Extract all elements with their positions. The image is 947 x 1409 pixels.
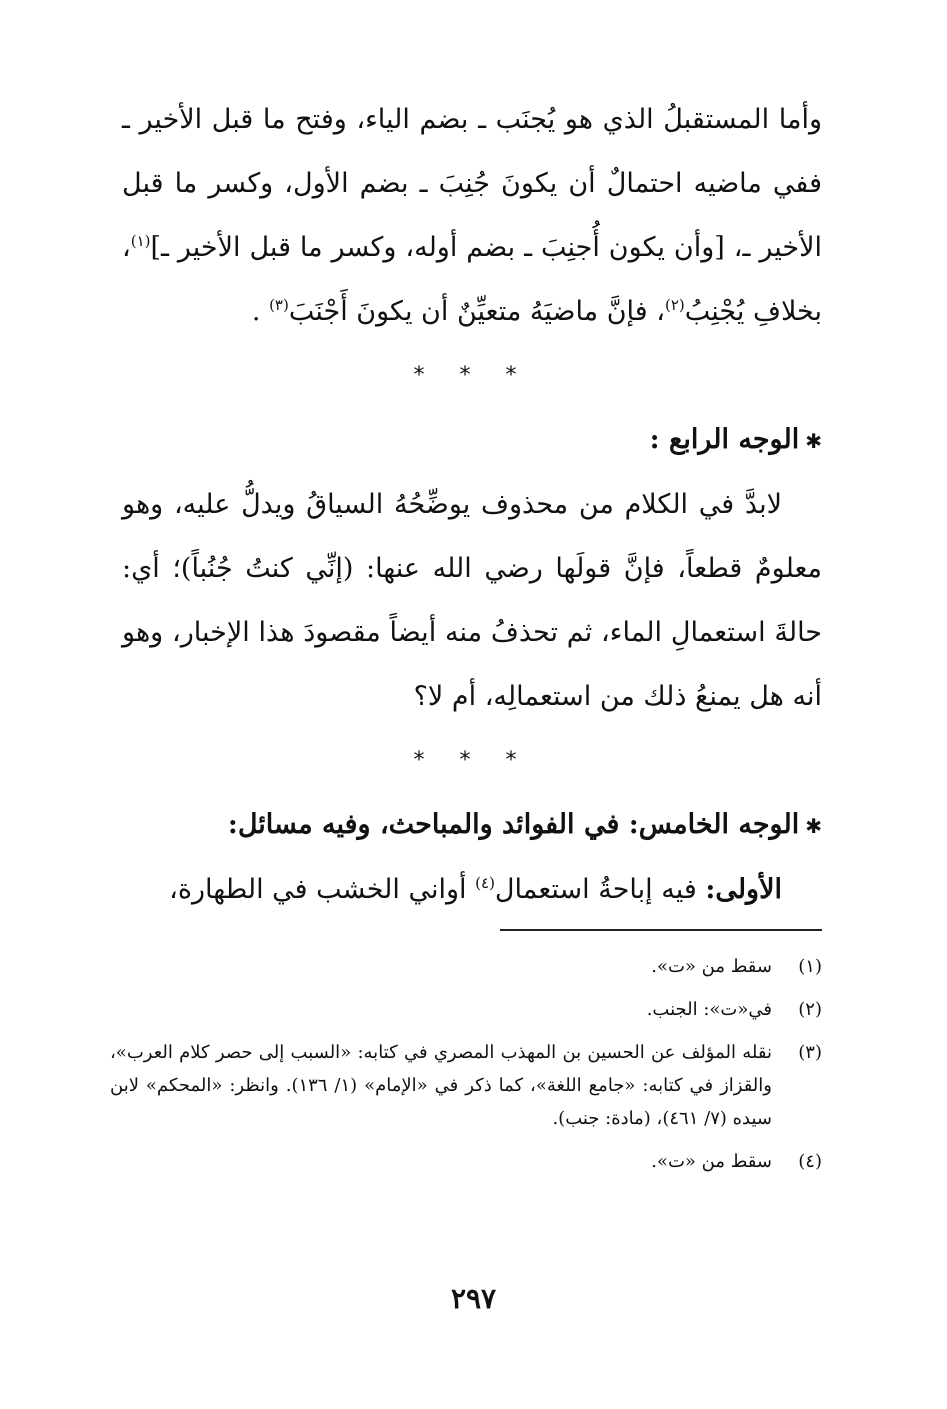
paragraph-3 <box>122 858 822 922</box>
footnote-ref-2: (٢) <box>664 296 685 314</box>
footnote-number: (٢) <box>798 999 822 1020</box>
footnote-text: في«ت»: الجنب. <box>646 999 772 1020</box>
section-divider-1: * * * <box>413 363 531 388</box>
footnote-separator <box>500 929 822 931</box>
heading-fifth-aspect <box>122 793 822 858</box>
paragraph-3-label: الأولى: <box>705 874 782 905</box>
footnote-number: (٣) <box>798 1042 822 1063</box>
footnote-ref-4: (٤) <box>475 874 495 892</box>
footnotes <box>110 950 822 1188</box>
section-divider-2: * * * <box>413 748 531 773</box>
footnote-text: سقط من «ت». <box>651 1151 772 1172</box>
paragraph-2: لابدَّ في الكلام من محذوف يوضِّحُهُ السياقُ ويدلُّ عليه، وهو معلومٌ قطعاً، فإنَّ قولَها رضي الله عنها: (إنِّي كنتُ جُنُباً)؛ أي: حالةَ استعمالِ الماء، ثم تحذفُ منه أيضاً مقصودَ هذا الإخبار، وهو أنه هل يمنعُ ذلك من استعمالِه، أم لا؟ <box>122 489 822 712</box>
paragraph-1-text-c: ، فإنَّ ماضيَهُ متعيِّنٌ أن يكونَ أَجْنَبَ <box>288 296 665 327</box>
heading-star-icon: ✱ <box>805 814 822 838</box>
footnote-ref-1: (١) <box>130 232 151 250</box>
footnote-item <box>110 1036 822 1135</box>
heading-fourth-aspect-text: الوجه الرابع : <box>649 424 800 455</box>
paragraph-1-text-d: . <box>251 296 261 327</box>
footnote-item <box>110 1145 822 1178</box>
footnote-item <box>110 993 822 1026</box>
heading-star-icon: ✱ <box>805 429 822 453</box>
heading-fourth-aspect <box>122 408 822 473</box>
page-number: ٢٩٧ <box>450 1282 497 1315</box>
paragraph-1-text-b: ، بخلافِ يُجْنِبُ <box>122 232 822 327</box>
heading-fifth-aspect-text: الوجه الخامس: في الفوائد والمباحث، وفيه مسائل: <box>227 809 800 840</box>
paragraph-3-text-a: فيه إباحةُ استعمال <box>494 874 706 905</box>
paragraph-1 <box>122 88 822 344</box>
footnote-item <box>110 950 822 983</box>
footnote-number: (١) <box>798 956 822 977</box>
footnote-text: سقط من «ت». <box>651 956 772 977</box>
main-text <box>122 88 822 922</box>
footnote-text: نقله المؤلف عن الحسين بن المهذب المصري في كتابه: «السبب إلى حصر كلام العرب»، والقزاز في كتابه: «جامع اللغة»، كما ذكر في «الإمام» (١/ ١٣٦). وانظر: «المحكم» لابن سيده (٧/ ٤٦١)، (مادة: جنب). <box>110 1042 772 1129</box>
paragraph-1-text-a: وأما المستقبلُ الذي هو يُجنَب ـ بضم الياء، وفتح ما قبل الأخير ـ ففي ماضيه احتمالٌ أن يكونَ جُنِبَ ـ بضم الأول، وكسر ما قبل الأخير ـ، [وأن يكون أُجنِبَ ـ بضم أوله، وكسر ما قبل الأخير ـ] <box>122 104 822 263</box>
footnote-ref-3: (٣) <box>269 296 289 314</box>
paragraph-3-text-b: أواني الخشب في الطهارة، <box>169 874 476 905</box>
footnote-number: (٤) <box>798 1151 822 1172</box>
